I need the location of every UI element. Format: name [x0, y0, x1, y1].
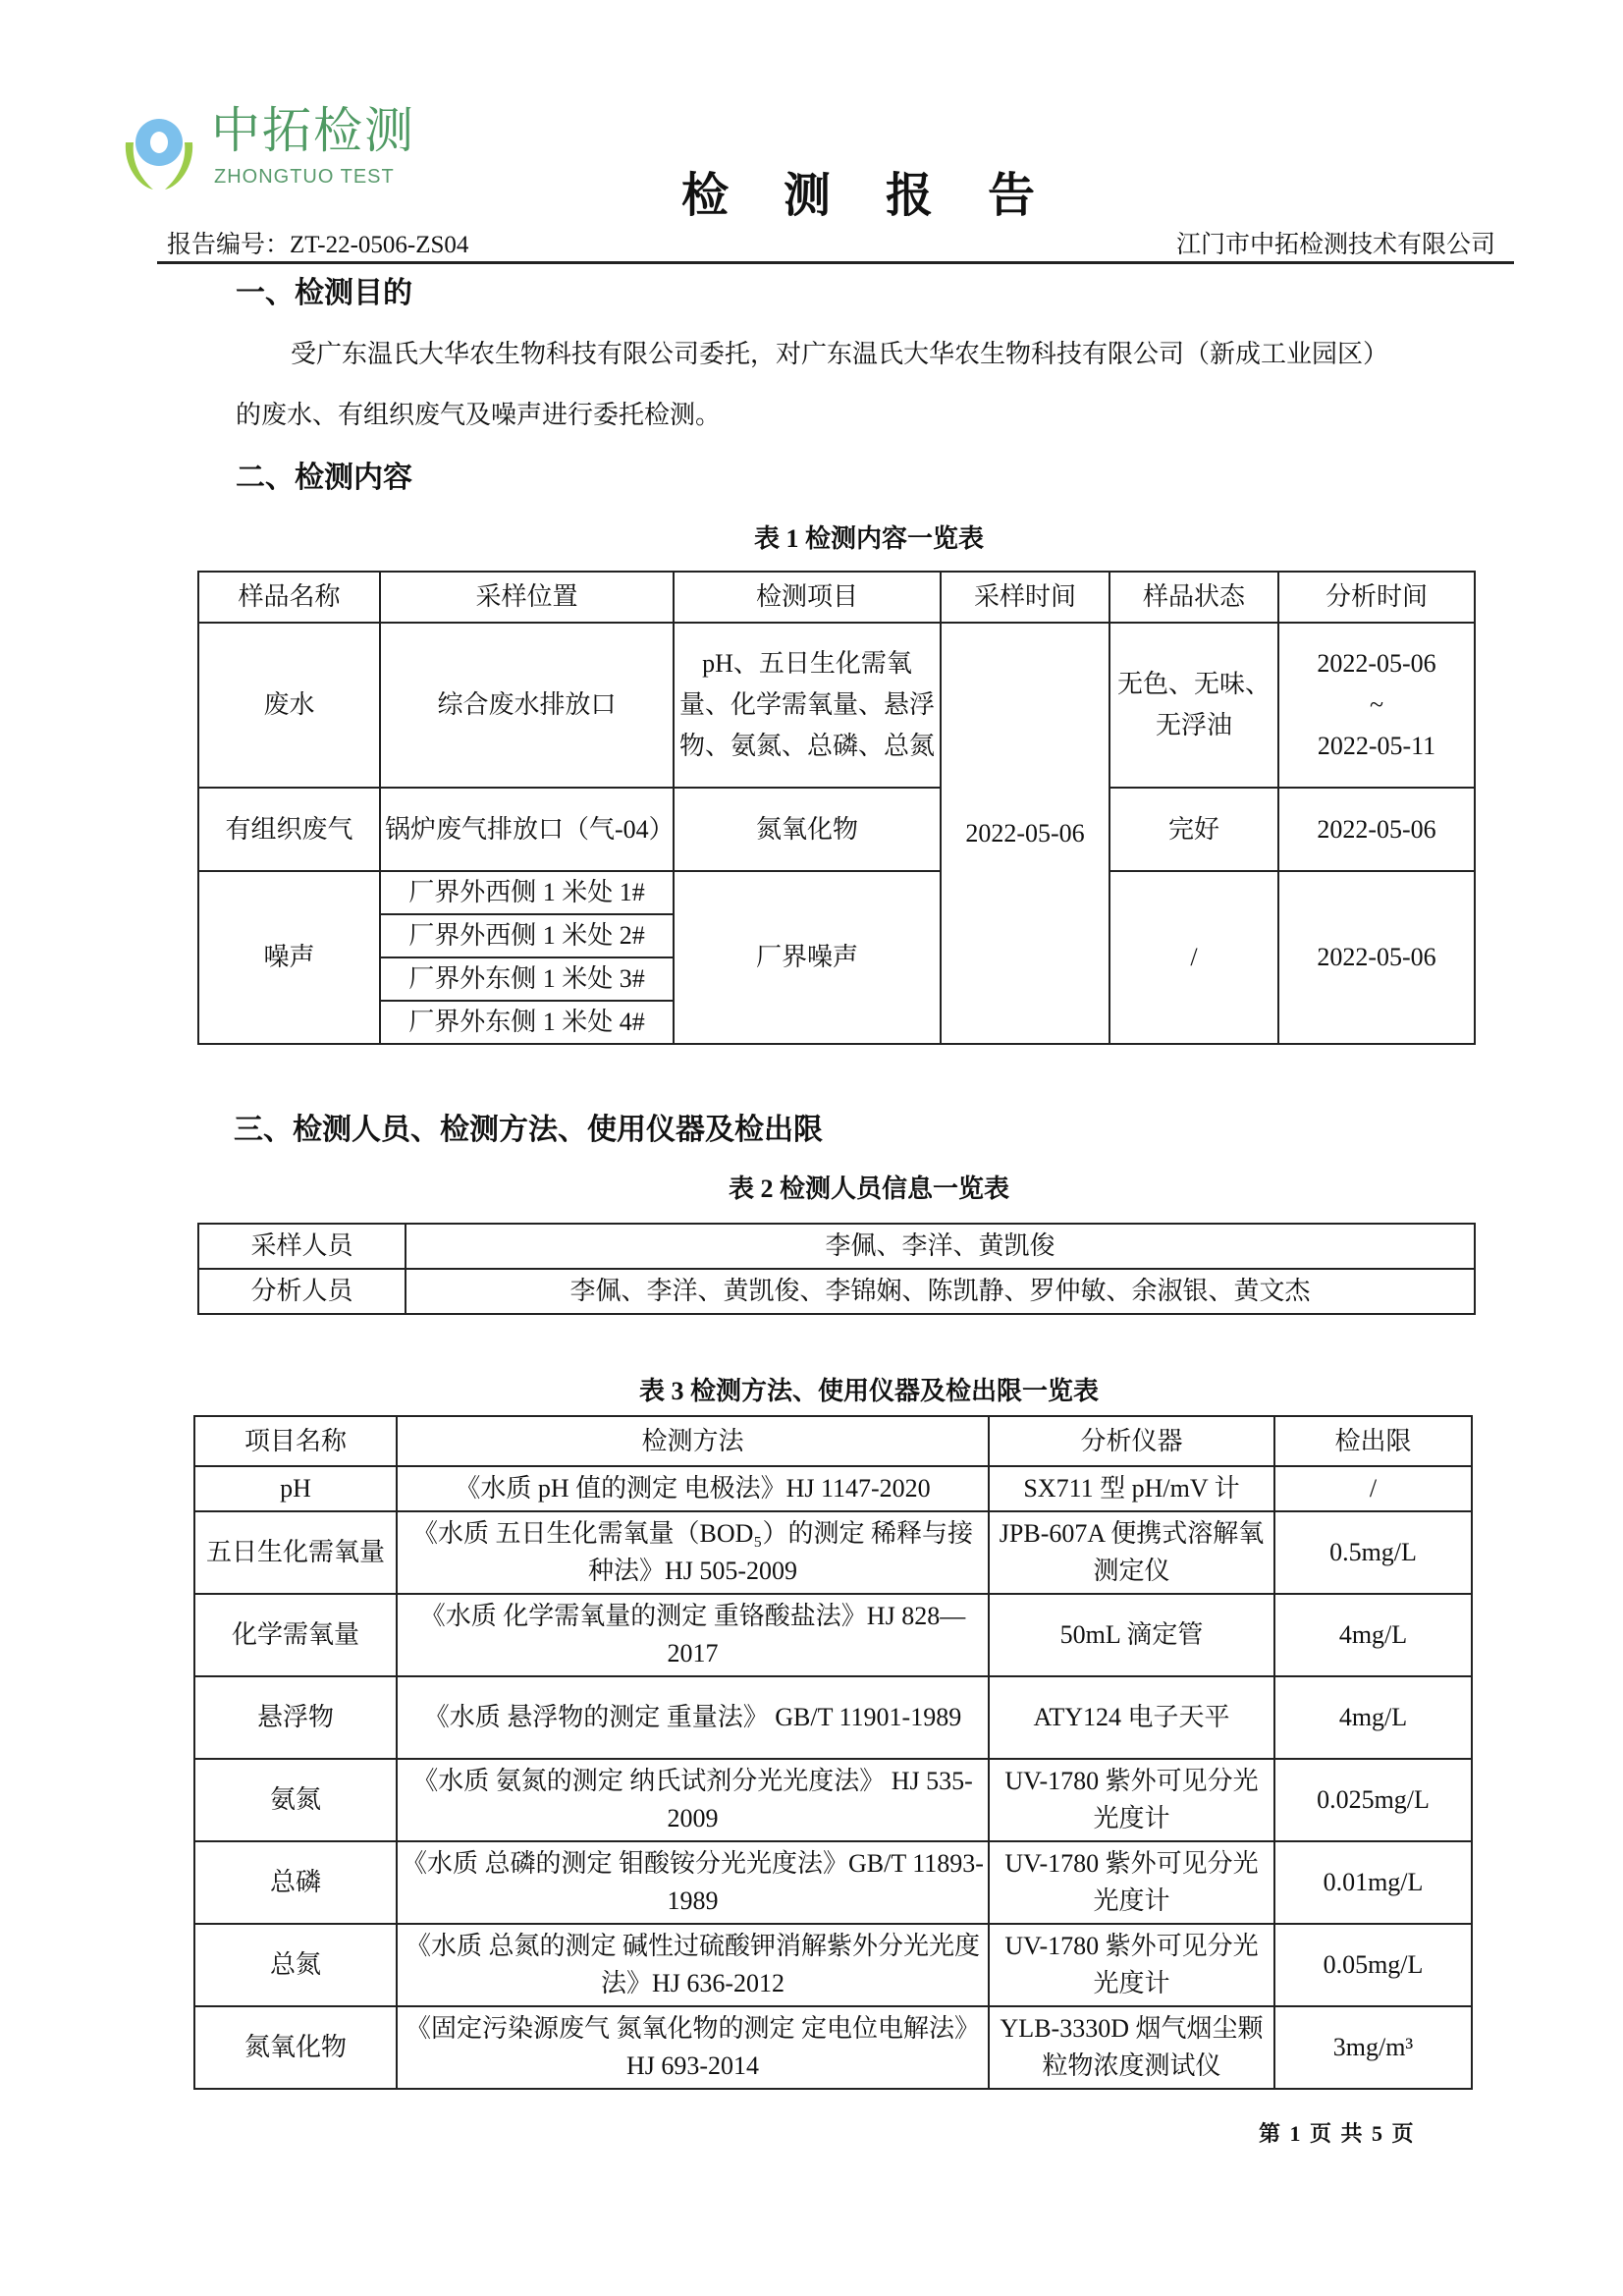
analysis-time: 2022-05-06 [1278, 788, 1475, 871]
sample-name: 有组织废气 [198, 788, 380, 871]
analysis-time [1278, 623, 1475, 788]
cell-limit: 0.05mg/L [1274, 1924, 1472, 2006]
cell-limit: 3mg/m³ [1274, 2006, 1472, 2089]
table2 [197, 1223, 1476, 1315]
header-cell: 检出限 [1274, 1416, 1472, 1466]
cell-method: 《水质 悬浮物的测定 重量法》 GB/T 11901-1989 [397, 1676, 989, 1759]
test-items: 氮氧化物 [674, 788, 941, 871]
sample-name: 噪声 [198, 871, 380, 1044]
row-label: 分析人员 [198, 1269, 406, 1314]
sample-location: 厂界外西侧 1 米处 2# [380, 914, 674, 957]
table3-caption: 表 3 检测方法、使用仪器及检出限一览表 [638, 1377, 1099, 1405]
analysis-sep: ~ [1369, 690, 1384, 719]
table-row [194, 1676, 1472, 1759]
company-name: 江门市中拓检测技术有限公司 [1175, 232, 1495, 258]
page-title: 检 测 报 告 [680, 170, 1056, 222]
test-items: pH、五日生化需氧量、化学需氧量、悬浮物、氨氮、总磷、总氮 [674, 623, 941, 788]
header-cell: 样品名称 [198, 572, 380, 623]
cell-method: 《固定污染源废气 氮氧化物的测定 定电位电解法》HJ 693-2014 [397, 2006, 989, 2089]
section1-line2: 的废水、有组织废气及噪声进行委托检测。 [236, 401, 722, 429]
cell-item: 总磷 [194, 1841, 397, 1924]
header-cell: 检测项目 [674, 572, 941, 623]
cell-instrument: JPB-607A 便携式溶解氧测定仪 [989, 1511, 1274, 1594]
cell-instrument: UV-1780 紫外可见分光光度计 [989, 1924, 1274, 2006]
report-number: 报告编号：ZT-22-0506-ZS04 [167, 232, 469, 258]
sample-state: / [1109, 871, 1278, 1044]
cell-item: 悬浮物 [194, 1676, 397, 1759]
table-row [194, 1594, 1472, 1676]
cell-method: 《水质 总氮的测定 碱性过硫酸钾消解紫外分光光度法》HJ 636-2012 [397, 1924, 989, 2006]
header-cell: 检测方法 [397, 1416, 989, 1466]
table-row [194, 2006, 1472, 2089]
test-items: 厂界噪声 [674, 871, 941, 1044]
sample-location: 厂界外东侧 1 米处 3# [380, 957, 674, 1001]
cell-limit: 0.5mg/L [1274, 1511, 1472, 1594]
sample-state: 完好 [1109, 788, 1278, 871]
cell-instrument: YLB-3330D 烟气烟尘颗粒物浓度测试仪 [989, 2006, 1274, 2089]
section2-heading: 二、检测内容 [236, 462, 412, 494]
table-row [198, 1224, 1475, 1269]
header-cell: 分析仪器 [989, 1416, 1274, 1466]
table1-caption: 表 1 检测内容一览表 [753, 524, 984, 553]
table-row [194, 1924, 1472, 2006]
cell-limit: 4mg/L [1274, 1676, 1472, 1759]
table-row [198, 871, 1475, 914]
header-cell: 采样时间 [941, 572, 1109, 623]
sample-location: 综合废水排放口 [380, 623, 674, 788]
section1-line1: 受广东温氏大华农生物科技有限公司委托，对广东温氏大华农生物科技有限公司（新成工业园区） [291, 340, 1389, 368]
header-cell: 样品状态 [1109, 572, 1278, 623]
header-divider [157, 261, 1514, 264]
table1 [197, 571, 1476, 1045]
cell-item: 氮氧化物 [194, 2006, 397, 2089]
cell-limit: / [1274, 1466, 1472, 1511]
sample-name: 废水 [198, 623, 380, 788]
cell-item: 化学需氧量 [194, 1594, 397, 1676]
analysis-time: 2022-05-06 [1278, 871, 1475, 1044]
table-header-row [198, 572, 1475, 623]
sample-location: 厂界外西侧 1 米处 1# [380, 871, 674, 914]
cell-limit: 0.025mg/L [1274, 1759, 1472, 1841]
analysis-end: 2022-05-11 [1317, 732, 1436, 760]
header-cell: 采样位置 [380, 572, 674, 623]
cell-method: 《水质 氨氮的测定 纳氏试剂分光光度法》 HJ 535-2009 [397, 1759, 989, 1841]
table-row [194, 1841, 1472, 1924]
sample-location: 厂界外东侧 1 米处 4# [380, 1001, 674, 1044]
table-row [198, 1269, 1475, 1314]
section1-heading: 一、检测目的 [236, 277, 412, 309]
table-row [194, 1511, 1472, 1594]
logo-name-cn: 中拓检测 [211, 102, 415, 159]
table-row [194, 1466, 1472, 1511]
cell-item: 五日生化需氧量 [194, 1511, 397, 1594]
sampling-date: 2022-05-06 [941, 623, 1109, 1044]
logo-name-en: ZHONGTUO TEST [214, 166, 395, 188]
cell-method: 《水质 pH 值的测定 电极法》HJ 1147-2020 [397, 1466, 989, 1511]
table2-caption: 表 2 检测人员信息一览表 [728, 1175, 1009, 1203]
cell-instrument: SX711 型 pH/mV 计 [989, 1466, 1274, 1511]
cell-method: 《水质 化学需氧量的测定 重铬酸盐法》HJ 828—2017 [397, 1594, 989, 1676]
row-label: 采样人员 [198, 1224, 406, 1269]
header-cell: 项目名称 [194, 1416, 397, 1466]
page-number: 第 1 页 共 5 页 [1259, 2121, 1416, 2146]
cell-item: 氨氮 [194, 1759, 397, 1841]
cell-limit: 4mg/L [1274, 1594, 1472, 1676]
sample-location: 锅炉废气排放口（气-04） [380, 788, 674, 871]
cell-instrument: UV-1780 紫外可见分光光度计 [989, 1759, 1274, 1841]
header-cell: 分析时间 [1278, 572, 1475, 623]
cell-instrument: 50mL 滴定管 [989, 1594, 1274, 1676]
analysis-start: 2022-05-06 [1317, 649, 1436, 678]
cell-item: pH [194, 1466, 397, 1511]
cell-limit: 0.01mg/L [1274, 1841, 1472, 1924]
table-header-row [194, 1416, 1472, 1466]
row-value: 李佩、李洋、黄凯俊 [406, 1224, 1475, 1269]
sample-state: 无色、无味、无浮油 [1109, 623, 1278, 788]
section3-heading: 三、检测人员、检测方法、使用仪器及检出限 [234, 1114, 823, 1146]
table3 [193, 1415, 1473, 2090]
cell-method: 《水质 总磷的测定 钼酸铵分光光度法》GB/T 11893-1989 [397, 1841, 989, 1924]
table-row [198, 623, 1475, 788]
table-row [198, 788, 1475, 871]
cell-instrument: ATY124 电子天平 [989, 1676, 1274, 1759]
row-value: 李佩、李洋、黄凯俊、李锦娴、陈凯静、罗仲敏、余淑银、黄文杰 [406, 1269, 1475, 1314]
table-row [194, 1759, 1472, 1841]
cell-method: 《水质 五日生化需氧量（BOD₅）的测定 稀释与接种法》HJ 505-2009 [397, 1511, 989, 1594]
cell-instrument: UV-1780 紫外可见分光光度计 [989, 1841, 1274, 1924]
cell-item: 总氮 [194, 1924, 397, 2006]
